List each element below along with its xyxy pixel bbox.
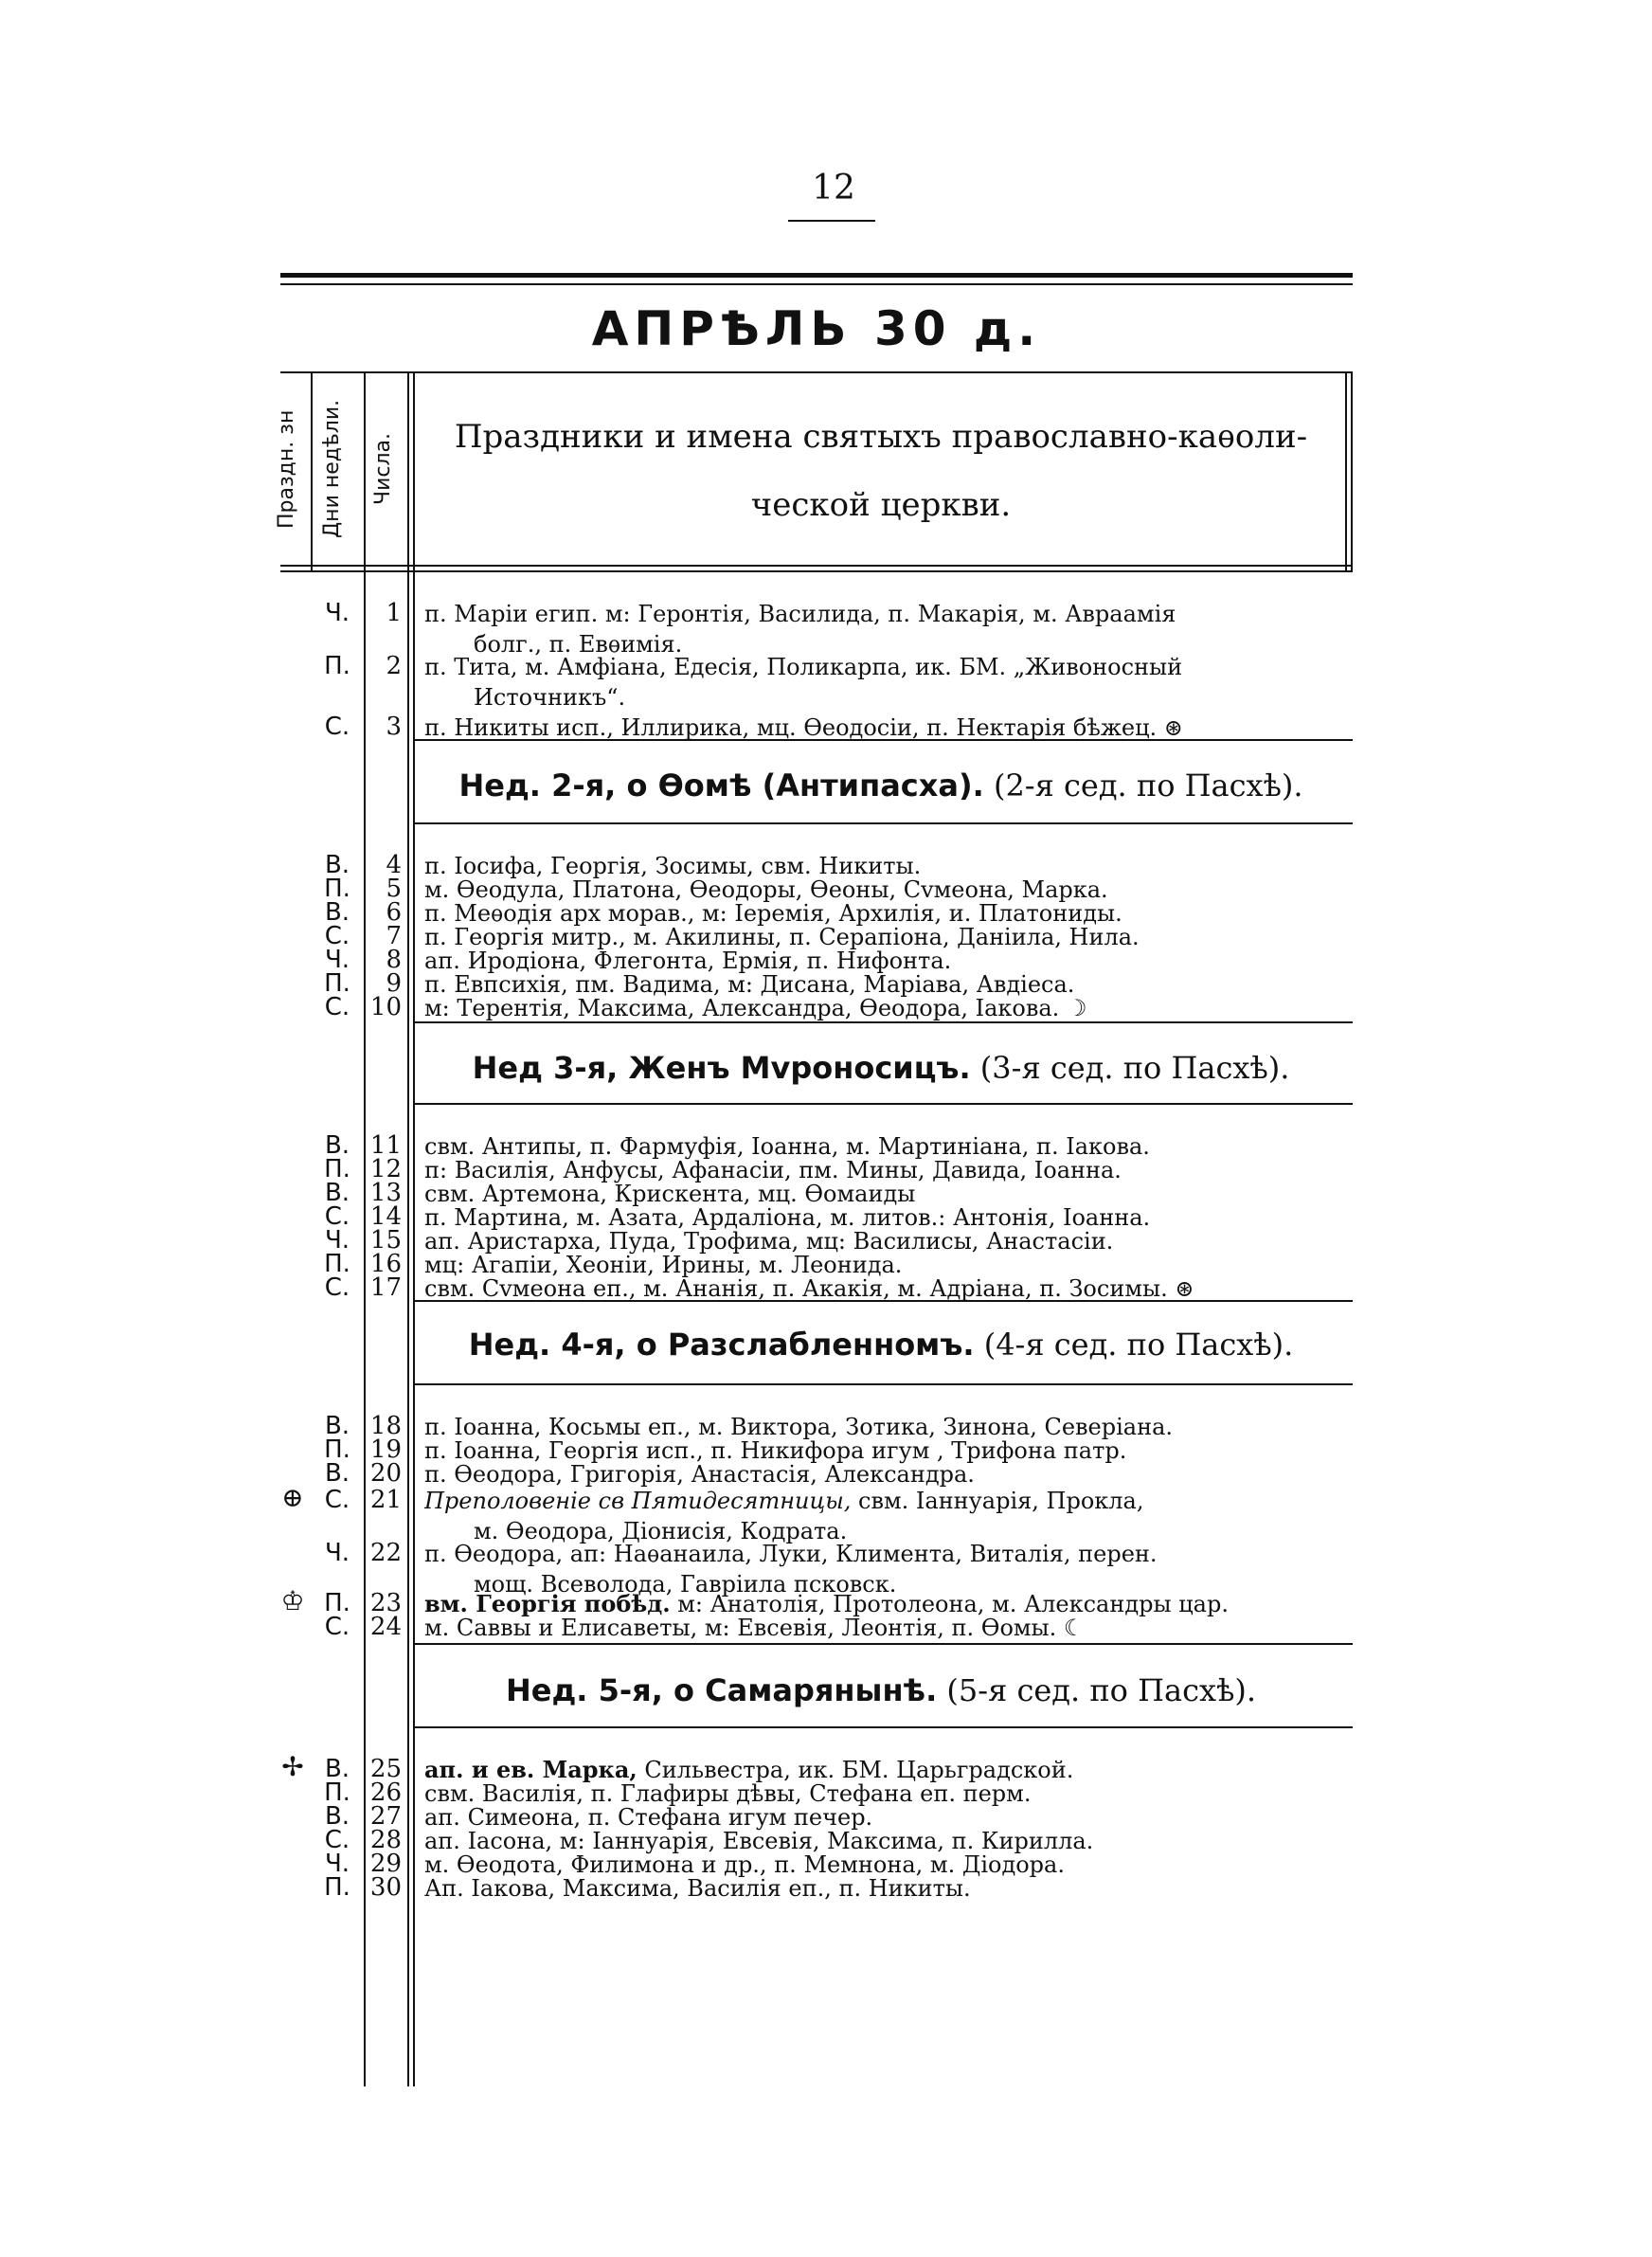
- date-cell: 3: [386, 713, 402, 741]
- date-cell: 11: [369, 1131, 402, 1160]
- saint-entry-text: п: Василія, Анфусы, Афанасіи, пм. Мины, Давида, Іоанна.: [424, 1157, 1122, 1183]
- page-number: 12: [812, 169, 855, 208]
- col-divider-3: [407, 371, 409, 2086]
- page-number-rule: [788, 220, 875, 222]
- feast-name: вм. Георгія побѣд.: [424, 1590, 671, 1617]
- saint-entry-text: свм. Василія, п. Глафиры дѣвы, Стефана еп. перм.: [424, 1780, 1032, 1807]
- saint-entry: [424, 1486, 1345, 1546]
- date-cell: 26: [369, 1779, 402, 1807]
- weekday-cell: С.: [324, 1202, 350, 1231]
- weekday-cell: П.: [324, 1435, 350, 1464]
- weekday-cell: П.: [324, 875, 350, 903]
- header-bottom-rule-2: [280, 570, 1353, 572]
- saint-entry: [424, 1613, 1345, 1643]
- saint-entry-text: свм. Іаннуарія, Прокла,: [851, 1488, 1144, 1514]
- saint-entry-text: п. Ѳеодора, Григорія, Анастасія, Александра.: [424, 1461, 975, 1488]
- sunday-rule: [413, 1103, 1353, 1105]
- date-cell: 21: [369, 1486, 402, 1514]
- date-cell: 6: [386, 898, 402, 927]
- saint-entry-line: [424, 1273, 1345, 1304]
- saint-entry-line: [424, 1486, 1345, 1516]
- saint-entry-continuation: м. Ѳеодора, Діонисія, Кодрата.: [474, 1518, 848, 1544]
- saint-entry-text: ап. Аристарха, Пуда, Трофима, мц: Василисы, Анастасіи.: [424, 1228, 1114, 1255]
- date-cell: 2: [386, 652, 402, 680]
- sunday-rule: [413, 1383, 1353, 1385]
- saint-entry-text: ап. Іасона, м: Іаннуарія, Евсевія, Максима, п. Кирилла.: [424, 1828, 1094, 1854]
- sunday-heading: [417, 1327, 1345, 1363]
- col-header-main-line2: ческой церкви.: [750, 486, 1012, 524]
- header-top-rule: [280, 371, 1353, 373]
- saint-entry-text: м: Терентія, Максима, Александра, Ѳеодора, Іакова. ☽: [424, 995, 1087, 1021]
- weekday-cell: В.: [324, 851, 350, 879]
- saint-entry-line: [424, 599, 1345, 629]
- weekday-cell: С.: [324, 922, 350, 950]
- saint-entry: [424, 652, 1345, 713]
- sunday-heading-week: (2-я сед. по Пасхѣ).: [983, 767, 1303, 803]
- col-header-weekday: Дни недѣли.: [320, 399, 344, 539]
- saint-entry-text: ап. Иродіона, Флегонта, Ермія, п. Нифонта.: [424, 948, 952, 974]
- saint-entry: [424, 993, 1345, 1023]
- date-cell: 12: [369, 1155, 402, 1183]
- col-header-main-line1: Праздники и имена святыхъ православно-каѳоли-: [454, 418, 1308, 456]
- weekday-cell: С.: [324, 713, 350, 741]
- date-cell: 28: [369, 1826, 402, 1854]
- saint-entry-text: п. Іоанна, Георгія исп., п. Никифора игум , Трифона патр.: [424, 1437, 1127, 1464]
- saint-entry-text: п. Іосифа, Георгія, Зосимы, свм. Никиты.: [424, 853, 922, 879]
- date-cell: 13: [369, 1179, 402, 1207]
- saint-entry-text: Ап. Іакова, Максима, Василія еп., п. Никиты.: [424, 1875, 971, 1902]
- date-cell: 20: [369, 1459, 402, 1488]
- header-bottom-rule: [280, 565, 1353, 567]
- saint-entry-text: п. Ѳеодора, ап: Наѳанаила, Луки, Климента, Виталія, перен.: [424, 1541, 1158, 1567]
- top-rule-thin: [280, 283, 1353, 285]
- sunday-rule: [413, 822, 1353, 824]
- saint-entry: [424, 1873, 1345, 1904]
- col-divider-1: [311, 371, 313, 572]
- weekday-cell: В.: [324, 1802, 350, 1831]
- date-cell: 14: [369, 1202, 402, 1231]
- month-title: АПРѢЛЬ 30 д.: [591, 301, 1042, 356]
- saint-entry-text: п. Іоанна, Косьмы еп., м. Виктора, Зотика, Зинона, Северіана.: [424, 1414, 1174, 1440]
- feast-name: ап. и ев. Марка,: [424, 1756, 637, 1783]
- date-cell: 27: [369, 1802, 402, 1831]
- saint-entry-text: п. Тита, м. Амфіана, Едесія, Поликарпа, ик. БМ. „Живоносный: [424, 654, 1183, 680]
- col-header-date: Числа.: [371, 433, 395, 506]
- sunday-rule: [413, 1643, 1353, 1645]
- date-cell: 15: [369, 1226, 402, 1255]
- date-cell: 8: [386, 946, 402, 974]
- weekday-cell: В.: [324, 1755, 350, 1783]
- feast-sign-icon: ✢: [281, 1751, 304, 1782]
- date-cell: 24: [369, 1613, 402, 1641]
- sunday-heading-week: (5-я сед. по Пасхѣ).: [937, 1672, 1257, 1708]
- feast-sign-icon: ♔: [280, 1585, 305, 1616]
- saint-entry-line: [424, 713, 1345, 743]
- saint-entry-text: п. Маріи егип. м: Геронтія, Василида, п. Макарія, м. Авраамія: [424, 601, 1176, 627]
- date-cell: 10: [369, 993, 402, 1021]
- saint-entry-text: свм. Сvмеона еп., м. Ананія, п. Акакія, м. Адріана, п. Зосимы. ⊛: [424, 1275, 1194, 1302]
- sunday-heading-week: (3-я сед. по Пасхѣ).: [970, 1050, 1290, 1086]
- saint-entry: [424, 599, 1345, 659]
- col-divider-3b: [413, 371, 415, 2086]
- right-border-2: [1351, 371, 1353, 572]
- date-cell: 23: [369, 1589, 402, 1617]
- col-header-feast: Праздн. зн: [275, 409, 298, 529]
- weekday-cell: Ч.: [324, 1850, 350, 1878]
- saint-entry-continuation: болг., п. Евѳимія.: [474, 631, 683, 658]
- date-cell: 22: [369, 1539, 402, 1567]
- saint-entry-line: [424, 1613, 1345, 1643]
- saint-entry-line: [424, 993, 1345, 1023]
- feast-name: Преполовеніе св Пятидесятницы,: [424, 1488, 852, 1514]
- date-cell: 1: [386, 599, 402, 627]
- saint-entry-text: п. Никиты исп., Иллирика, мц. Ѳеодосіи, п. Нектарія бѣжец. ⊛: [424, 714, 1183, 741]
- weekday-cell: П.: [324, 652, 350, 680]
- saint-entry-text: п. Мартина, м. Азата, Ардаліона, м. литов.: Антонія, Іоанна.: [424, 1204, 1151, 1231]
- sunday-heading: [417, 767, 1345, 803]
- date-cell: 7: [386, 922, 402, 950]
- saint-entry-text: п. Георгія митр., м. Акилины, п. Серапіона, Даніила, Нила.: [424, 924, 1140, 950]
- saint-entry-text: мц: Агапіи, Хеоніи, Ирины, м. Леонида.: [424, 1252, 903, 1278]
- date-cell: 17: [369, 1273, 402, 1302]
- sunday-heading-week: (4-я сед. по Пасхѣ).: [974, 1327, 1294, 1363]
- saint-entry-line: [424, 1873, 1345, 1904]
- col-header-main: [417, 403, 1345, 539]
- saint-entry-text: Сильвестра, ик. БМ. Царьградской.: [637, 1757, 1074, 1783]
- top-rule-thick: [280, 273, 1353, 278]
- saint-entry-text: свм. Артемона, Крискента, мц. Ѳомаиды: [424, 1181, 916, 1207]
- weekday-cell: В.: [324, 1179, 350, 1207]
- weekday-cell: В.: [324, 898, 350, 927]
- weekday-cell: П.: [324, 1589, 350, 1617]
- sunday-heading-title: Нед. 5-я, о Самарянынѣ.: [505, 1672, 938, 1708]
- weekday-cell: С.: [324, 1826, 350, 1854]
- sunday-heading-title: Нед 3-я, Женъ Мvроносицъ.: [472, 1050, 971, 1086]
- date-cell: 19: [369, 1435, 402, 1464]
- feast-sign-icon: ⊕: [281, 1482, 304, 1513]
- weekday-cell: В.: [324, 1131, 350, 1160]
- weekday-cell: С.: [324, 1273, 350, 1302]
- date-cell: 30: [369, 1873, 402, 1902]
- saint-entry-line: [424, 652, 1345, 682]
- sunday-heading: [417, 1672, 1345, 1708]
- weekday-cell: В.: [324, 1459, 350, 1488]
- col-divider-2: [364, 371, 366, 2086]
- weekday-cell: П.: [324, 1155, 350, 1183]
- sunday-rule: [413, 1726, 1353, 1728]
- date-cell: 16: [369, 1250, 402, 1278]
- weekday-cell: Ч.: [324, 1539, 350, 1567]
- saint-entry-text: п. Меѳодія арх морав., м: Іеремія, Архилія, и. Платониды.: [424, 900, 1122, 927]
- saint-entry-text: п. Евпсихія, пм. Вадима, м: Дисана, Маріава, Авдіеса.: [424, 971, 1075, 998]
- weekday-cell: П.: [324, 1873, 350, 1902]
- weekday-cell: П.: [324, 1250, 350, 1278]
- date-cell: 29: [369, 1850, 402, 1878]
- sunday-heading: [417, 1050, 1345, 1086]
- saint-entry-text: м: Анатолія, Протолеона, м. Александры цар.: [670, 1591, 1229, 1617]
- date-cell: 5: [386, 875, 402, 903]
- weekday-cell: П.: [324, 969, 350, 998]
- saint-entry-continuation: мощ. Всеволода, Гавріила псковск.: [474, 1571, 897, 1598]
- saint-entry-text: м. Саввы и Елисаветы, м: Евсевія, Леонтія, п. Ѳомы. ☾: [424, 1615, 1085, 1641]
- saint-entry-text: м. Ѳеодула, Платона, Ѳеодоры, Ѳеоны, Сvмеона, Марка.: [424, 876, 1108, 903]
- weekday-cell: В.: [324, 1412, 350, 1440]
- weekday-cell: Ч.: [324, 1226, 350, 1255]
- weekday-cell: С.: [324, 993, 350, 1021]
- weekday-cell: П.: [324, 1779, 350, 1807]
- saint-entry-line: [424, 1539, 1345, 1569]
- weekday-cell: Ч.: [324, 946, 350, 974]
- saint-entry: [424, 1273, 1345, 1304]
- right-border: [1345, 371, 1347, 572]
- saint-entry-text: м. Ѳеодота, Филимона и др., п. Мемнона, м. Діодора.: [424, 1851, 1065, 1878]
- weekday-cell: С.: [324, 1613, 350, 1641]
- sunday-heading-title: Нед. 4-я, о Разслабленномъ.: [468, 1327, 975, 1363]
- date-cell: 18: [369, 1412, 402, 1440]
- saint-entry: [424, 713, 1345, 743]
- weekday-cell: С.: [324, 1486, 350, 1514]
- date-cell: 25: [369, 1755, 402, 1783]
- sunday-heading-title: Нед. 2-я, о Ѳомѣ (Антипасха).: [458, 767, 984, 803]
- date-cell: 9: [386, 969, 402, 998]
- weekday-cell: Ч.: [324, 599, 350, 627]
- saint-entry-continuation: Источникъ“.: [474, 684, 626, 711]
- saint-entry-text: свм. Антипы, п. Фармуфія, Іоанна, м. Мартиніана, п. Іакова.: [424, 1133, 1150, 1160]
- date-cell: 4: [386, 851, 402, 879]
- saint-entry-text: ап. Симеона, п. Стефана игум печер.: [424, 1804, 873, 1831]
